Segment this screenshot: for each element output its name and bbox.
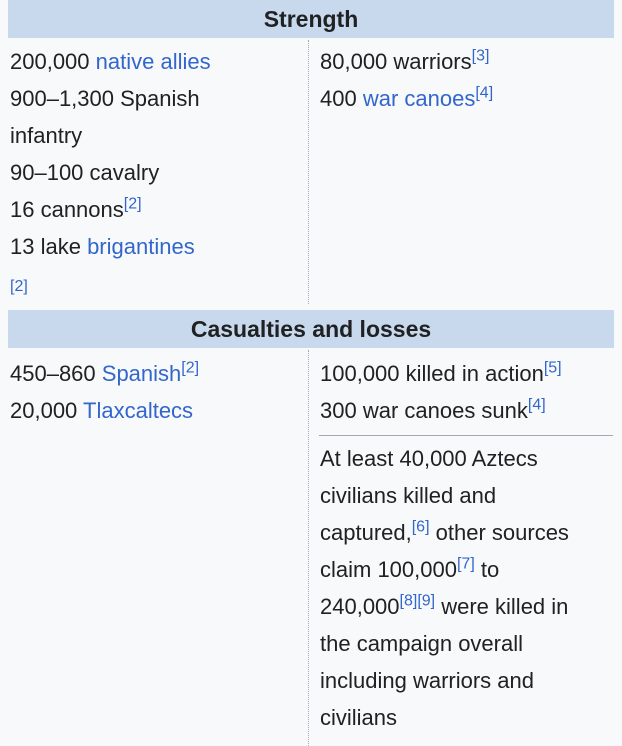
note-line: the campaign overall <box>320 631 524 656</box>
strength-line <box>10 265 300 305</box>
citation-link[interactable]: [5] <box>543 359 562 377</box>
killed-in-action-text: 100,000 killed in action <box>320 361 544 386</box>
casualties-line <box>10 392 300 429</box>
casualties-line <box>10 355 300 392</box>
column-divider <box>308 350 309 746</box>
note-line: At least 40,000 Aztecs <box>320 446 538 471</box>
citation-link[interactable]: [2] <box>181 359 200 377</box>
note-line: civilians killed and <box>320 483 497 508</box>
citation-link[interactable]: [9] <box>417 592 436 610</box>
strength-header: Strength <box>8 0 614 38</box>
note-text: captured, <box>320 520 412 545</box>
strength-line <box>10 228 300 265</box>
tlaxcaltecs-link[interactable]: Tlaxcaltecs <box>83 398 194 423</box>
citation-link[interactable]: [7] <box>456 555 475 573</box>
casualties-line <box>320 392 612 429</box>
warriors-text: 80,000 warriors <box>320 49 472 74</box>
civilian-casualties-note <box>320 440 612 736</box>
note-line: including warriors and <box>320 668 534 693</box>
citation-link[interactable]: [2] <box>123 195 142 213</box>
spanish-link[interactable]: Spanish <box>101 361 182 386</box>
casualties-defenders-cell <box>320 355 612 429</box>
tlaxcaltec-losses-count: 20,000 <box>10 398 84 423</box>
casualties-line <box>320 355 612 392</box>
brigantines-count: 13 lake <box>10 234 88 259</box>
column-divider <box>308 40 309 304</box>
citation-link[interactable]: [4] <box>475 84 494 102</box>
strength-line <box>10 191 300 228</box>
citation-link[interactable]: [2] <box>10 278 28 295</box>
note-text: 240,000 <box>320 594 400 619</box>
strength-defenders-cell <box>320 43 612 117</box>
strength-allies-count: 200,000 <box>10 49 96 74</box>
casualties-header: Casualties and losses <box>8 310 614 348</box>
note-line <box>320 588 612 625</box>
strength-line <box>320 43 612 80</box>
note-text: were killed in <box>435 594 569 619</box>
note-text: to <box>474 557 500 582</box>
spanish-losses-count: 450–860 <box>10 361 102 386</box>
citation-link[interactable]: [8] <box>399 592 418 610</box>
note-line: civilians <box>320 705 398 730</box>
casualties-attackers-cell <box>10 355 300 429</box>
canoes-sunk-text: 300 war canoes sunk <box>320 398 528 423</box>
strength-attackers-cell <box>10 43 300 305</box>
war-canoes-link[interactable]: war canoes <box>362 86 476 111</box>
note-text: other sources <box>429 520 569 545</box>
strength-line: 900–1,300 Spanish <box>10 86 200 111</box>
brigantines-link[interactable]: brigantines <box>87 234 195 259</box>
row-separator <box>319 435 613 436</box>
strength-line <box>320 80 612 117</box>
note-text: claim 100,000 <box>320 557 457 582</box>
note-line <box>320 551 612 588</box>
canoes-count: 400 <box>320 86 363 111</box>
strength-line: 90–100 cavalry <box>10 160 160 185</box>
strength-line: infantry <box>10 123 83 148</box>
cannons-text: 16 cannons <box>10 197 124 222</box>
native-allies-link[interactable]: native allies <box>95 49 211 74</box>
citation-link[interactable]: [4] <box>527 396 546 414</box>
citation-link[interactable]: [6] <box>411 518 430 536</box>
note-line <box>320 514 612 551</box>
citation-link[interactable]: [3] <box>471 47 490 65</box>
strength-line <box>10 43 300 80</box>
